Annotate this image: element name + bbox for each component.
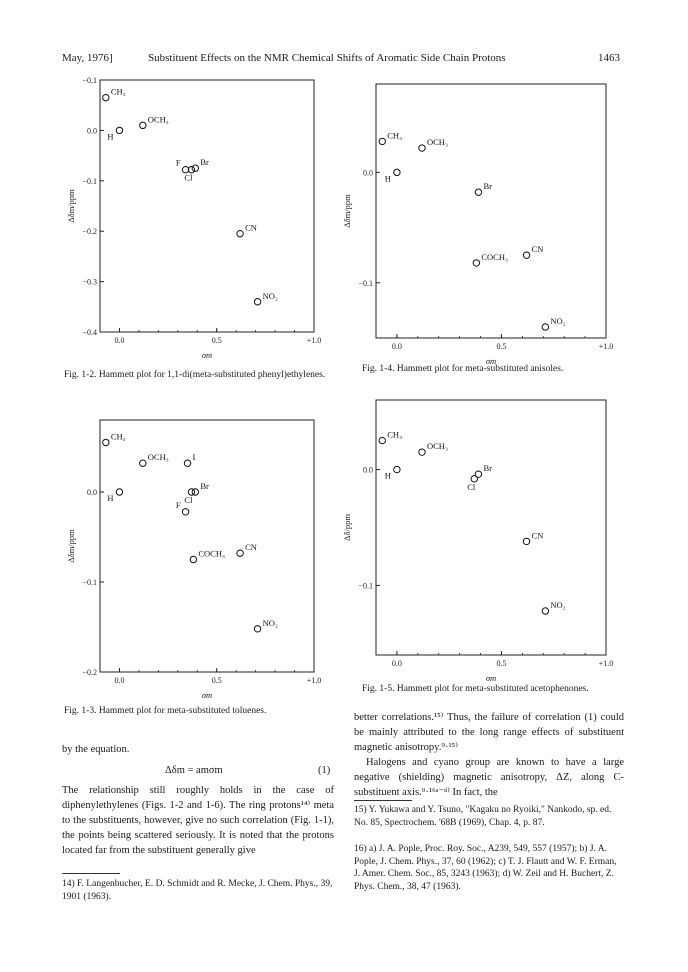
fig13-point-H bbox=[116, 489, 122, 495]
fig15-point-CN bbox=[523, 538, 529, 544]
fig13-point-label: Br bbox=[200, 481, 209, 491]
left-column-lead: by the equation. bbox=[62, 744, 130, 755]
fig14-point-CH₃ bbox=[379, 138, 385, 144]
fig14-point-H bbox=[394, 169, 400, 175]
fig13-point-Br bbox=[192, 489, 198, 495]
fig13-point-label: H bbox=[107, 493, 114, 503]
fig15-point-CH₃ bbox=[379, 437, 385, 443]
equation-number: (1) bbox=[318, 765, 331, 776]
fig14-svg bbox=[342, 80, 628, 366]
fig13-point-label: CN bbox=[245, 542, 257, 553]
fig12-point-label: CN bbox=[245, 222, 257, 233]
right-paragraph-2-text: Halogens and cyano group are known to have a large negative (shielding) magnetic anisotropy, ΔZ, along C-substituent axis.⁹·¹⁶ᵃ⁻ᵈ⁾ In fact, the bbox=[354, 757, 624, 798]
fig13-x-axis-title: σm bbox=[201, 690, 213, 700]
fig15-y-axis-title: Δδ/ppm bbox=[342, 514, 352, 541]
fig12-y-tick-label: −0.1 bbox=[82, 176, 97, 186]
fig12-x-tick-label: +1.0 bbox=[306, 336, 322, 345]
fig14-x-tick-label: 0.0 bbox=[391, 342, 402, 351]
fig12-point-NO₂ bbox=[254, 299, 260, 305]
fig13-x-tick-label: 0.5 bbox=[211, 676, 222, 685]
fig12-point-label: Br bbox=[200, 157, 209, 168]
fig13-point-label: F bbox=[175, 499, 181, 510]
fig14-point-label: CN bbox=[531, 244, 544, 255]
running-header-date: May, 1976] bbox=[62, 52, 113, 64]
fig13-point-F bbox=[182, 509, 188, 515]
right-paragraph-1-text: better correlations.¹⁵⁾ Thus, the failure of correlation (1) could be mainly attributed to the long range effects of substituent magnetic anisotropy.⁹·¹⁵⁾ bbox=[354, 712, 624, 753]
fig13-svg bbox=[60, 412, 330, 702]
left-column-paragraph bbox=[62, 783, 334, 858]
fig15-x-axis-title: σm bbox=[485, 673, 497, 683]
fig14-point-label: COCH₃ bbox=[481, 251, 508, 262]
fig15-point-label: Br bbox=[483, 463, 492, 474]
fig12-svg bbox=[60, 68, 330, 363]
right-footnote-rule bbox=[354, 800, 412, 801]
fig14-point-label: Br bbox=[483, 181, 492, 192]
fig12-point-CH₃ bbox=[103, 94, 109, 100]
fig13-point-label: NO₂ bbox=[262, 617, 278, 628]
fig15-point-label: OCH₃ bbox=[427, 441, 448, 452]
fig13-point-label: OCH₃ bbox=[147, 452, 169, 463]
fig15-point-label: Cl bbox=[467, 481, 476, 492]
fig12-point-Br bbox=[192, 165, 198, 171]
fig12-point-label: NO₂ bbox=[262, 290, 278, 301]
fig13-point-COCH₃ bbox=[190, 556, 196, 562]
footnote-14: 14) F. Langenbucher, E. D. Schmidt and R. Mecke, J. Chem. Phys., 39, 1901 (1963). bbox=[62, 879, 333, 902]
fig13-point-CN bbox=[237, 550, 243, 556]
footnote-15: 15) Y. Yukawa and Y. Tsuno, "Kagaku no Ryoiki," Nankodo, sp. ed. No. 85, Spectrochem. '68B (1969), Chap. 4, p. 87. bbox=[354, 805, 612, 828]
fig15-x-tick-label: 0.5 bbox=[496, 659, 507, 668]
fig14-point-COCH₃ bbox=[473, 260, 479, 266]
fig12-y-axis-title: Δδm/ppm bbox=[66, 189, 76, 223]
fig15-y-tick-label: 0.0 bbox=[363, 465, 373, 475]
fig12-x-tick-label: 0.5 bbox=[211, 336, 222, 345]
fig13-y-tick-label: −0.1 bbox=[82, 578, 97, 587]
fig12-point-label: CH₃ bbox=[110, 86, 126, 97]
fig12-point-label: OCH₃ bbox=[147, 114, 169, 125]
figure-1-3-caption: Fig. 1-3. Hammett plot for meta-substituted toluenes. bbox=[64, 706, 267, 716]
fig12-y-tick-label: −0.3 bbox=[82, 277, 97, 287]
fig14-y-axis-title: Δδm/ppm bbox=[342, 194, 352, 228]
fig15-point-label: CN bbox=[531, 530, 544, 541]
fig12-point-label: F bbox=[175, 157, 181, 168]
fig13-point-I bbox=[184, 460, 190, 466]
fig15-point-Br bbox=[475, 471, 481, 477]
fig13-point-label: COCH₃ bbox=[198, 548, 225, 559]
fig15-point-OCH₃ bbox=[419, 449, 425, 455]
fig12-point-H bbox=[116, 127, 122, 133]
footnote-16: 16) a) J. A. Pople, Proc. Roy. Soc., A239, 549, 557 (1957); b) J. A. Pople, J. Chem. Phys., 37, 60 (1962); c) T. J. Flautt and W. F. Erman, J. Amer. Chem. Soc., 85, 3243 (1963); d) W. Zeil and H. Buchert, Z. Phys. Chem., 38, 47 (1963). bbox=[354, 844, 617, 892]
fig13-point-NO₂ bbox=[254, 626, 260, 632]
figure-1-4-caption: Fig. 1-4. Hammett plot for meta-substituted anisoles. bbox=[362, 364, 564, 374]
fig13-y-tick-label: −0.2 bbox=[82, 668, 97, 677]
fig14-point-OCH₃ bbox=[419, 145, 425, 151]
fig13-point-label: Cl bbox=[184, 495, 193, 505]
right-column-paragraph-2 bbox=[354, 755, 624, 800]
fig15-point-NO₂ bbox=[542, 608, 548, 614]
fig13-point-label: CH₃ bbox=[110, 431, 126, 442]
fig14-point-label: CH₃ bbox=[387, 130, 403, 141]
figure-1-5-plot bbox=[342, 396, 628, 686]
fig15-y-tick-label: −0.1 bbox=[358, 581, 373, 591]
fig14-y-tick-label: 0.0 bbox=[363, 168, 373, 178]
fig15-x-tick-label: 0.0 bbox=[391, 659, 402, 668]
figure-1-2-plot bbox=[60, 68, 330, 368]
fig14-x-axis-title: σm bbox=[485, 356, 497, 366]
fig12-frame bbox=[100, 80, 314, 332]
fig15-x-tick-label: +1.0 bbox=[598, 659, 614, 668]
fig12-point-CN bbox=[237, 231, 243, 237]
fig15-frame bbox=[376, 400, 606, 655]
fig13-y-tick-label: 0.0 bbox=[87, 488, 97, 497]
fig13-x-tick-label: +1.0 bbox=[306, 676, 322, 685]
fig15-point-label: CH₃ bbox=[387, 429, 403, 440]
figure-1-5-caption: Fig. 1-5. Hammett plot for meta-substituted acetophenones. bbox=[362, 684, 589, 694]
fig15-point-label: H bbox=[384, 470, 391, 481]
fig12-y-tick-label: −0.2 bbox=[82, 227, 97, 237]
fig13-point-OCH₃ bbox=[140, 460, 146, 466]
fig12-y-tick-label: 0.0 bbox=[87, 126, 97, 136]
right-column-paragraph-1 bbox=[354, 710, 624, 755]
fig13-point-label: I bbox=[192, 452, 196, 463]
fig12-x-tick-label: 0.0 bbox=[114, 336, 125, 345]
fig12-y-tick-label: −0.1 bbox=[82, 76, 97, 85]
fig15-svg bbox=[342, 396, 628, 683]
fig14-point-label: OCH₃ bbox=[427, 137, 448, 148]
fig13-y-axis-title: Δδm/ppm bbox=[66, 529, 76, 563]
fig12-x-axis-title: σm bbox=[201, 350, 213, 360]
left-paragraph-text: The relationship still roughly holds in the case of diphenylethylenes (Figs. 1-2 and 1-6). The ring protons¹⁴⁾ meta to the substituents, however, give no such correlation (Fig. 1-1), the points being scattered seriously. It is noted that the protons located far from the substituent generally give bbox=[62, 785, 334, 856]
fig13-point-CH₃ bbox=[103, 439, 109, 445]
fig12-point-OCH₃ bbox=[140, 122, 146, 128]
running-header-page: 1463 bbox=[598, 52, 620, 64]
fig15-point-H bbox=[394, 466, 400, 472]
fig12-point-label: Cl bbox=[184, 172, 193, 183]
fig14-point-label: NO₂ bbox=[550, 315, 566, 326]
figure-1-3-plot bbox=[60, 412, 330, 707]
fig15-point-label: NO₂ bbox=[550, 599, 566, 610]
fig14-x-tick-label: 0.5 bbox=[496, 342, 507, 351]
figure-1-2-caption: Fig. 1-2. Hammett plot for 1,1-di(meta-substituted phenyl)ethylenes. bbox=[64, 370, 326, 380]
fig14-y-tick-label: −0.1 bbox=[358, 278, 373, 288]
fig14-point-NO₂ bbox=[542, 324, 548, 330]
running-header-title: Substituent Effects on the NMR Chemical Shifts of Aromatic Side Chain Protons bbox=[148, 52, 506, 64]
fig14-frame bbox=[376, 84, 606, 338]
fig14-point-label: H bbox=[384, 173, 391, 184]
fig14-point-Br bbox=[475, 189, 481, 195]
fig14-x-tick-label: +1.0 bbox=[598, 342, 614, 351]
left-footnote-rule bbox=[62, 873, 120, 874]
fig14-point-CN bbox=[523, 252, 529, 258]
fig13-frame bbox=[100, 420, 314, 672]
fig12-point-label: H bbox=[107, 131, 114, 142]
fig13-x-tick-label: 0.0 bbox=[114, 676, 125, 685]
figure-1-4-plot bbox=[342, 80, 628, 366]
equation: Δδm = amσm bbox=[165, 765, 223, 776]
fig12-y-tick-label: −0.4 bbox=[82, 328, 97, 337]
